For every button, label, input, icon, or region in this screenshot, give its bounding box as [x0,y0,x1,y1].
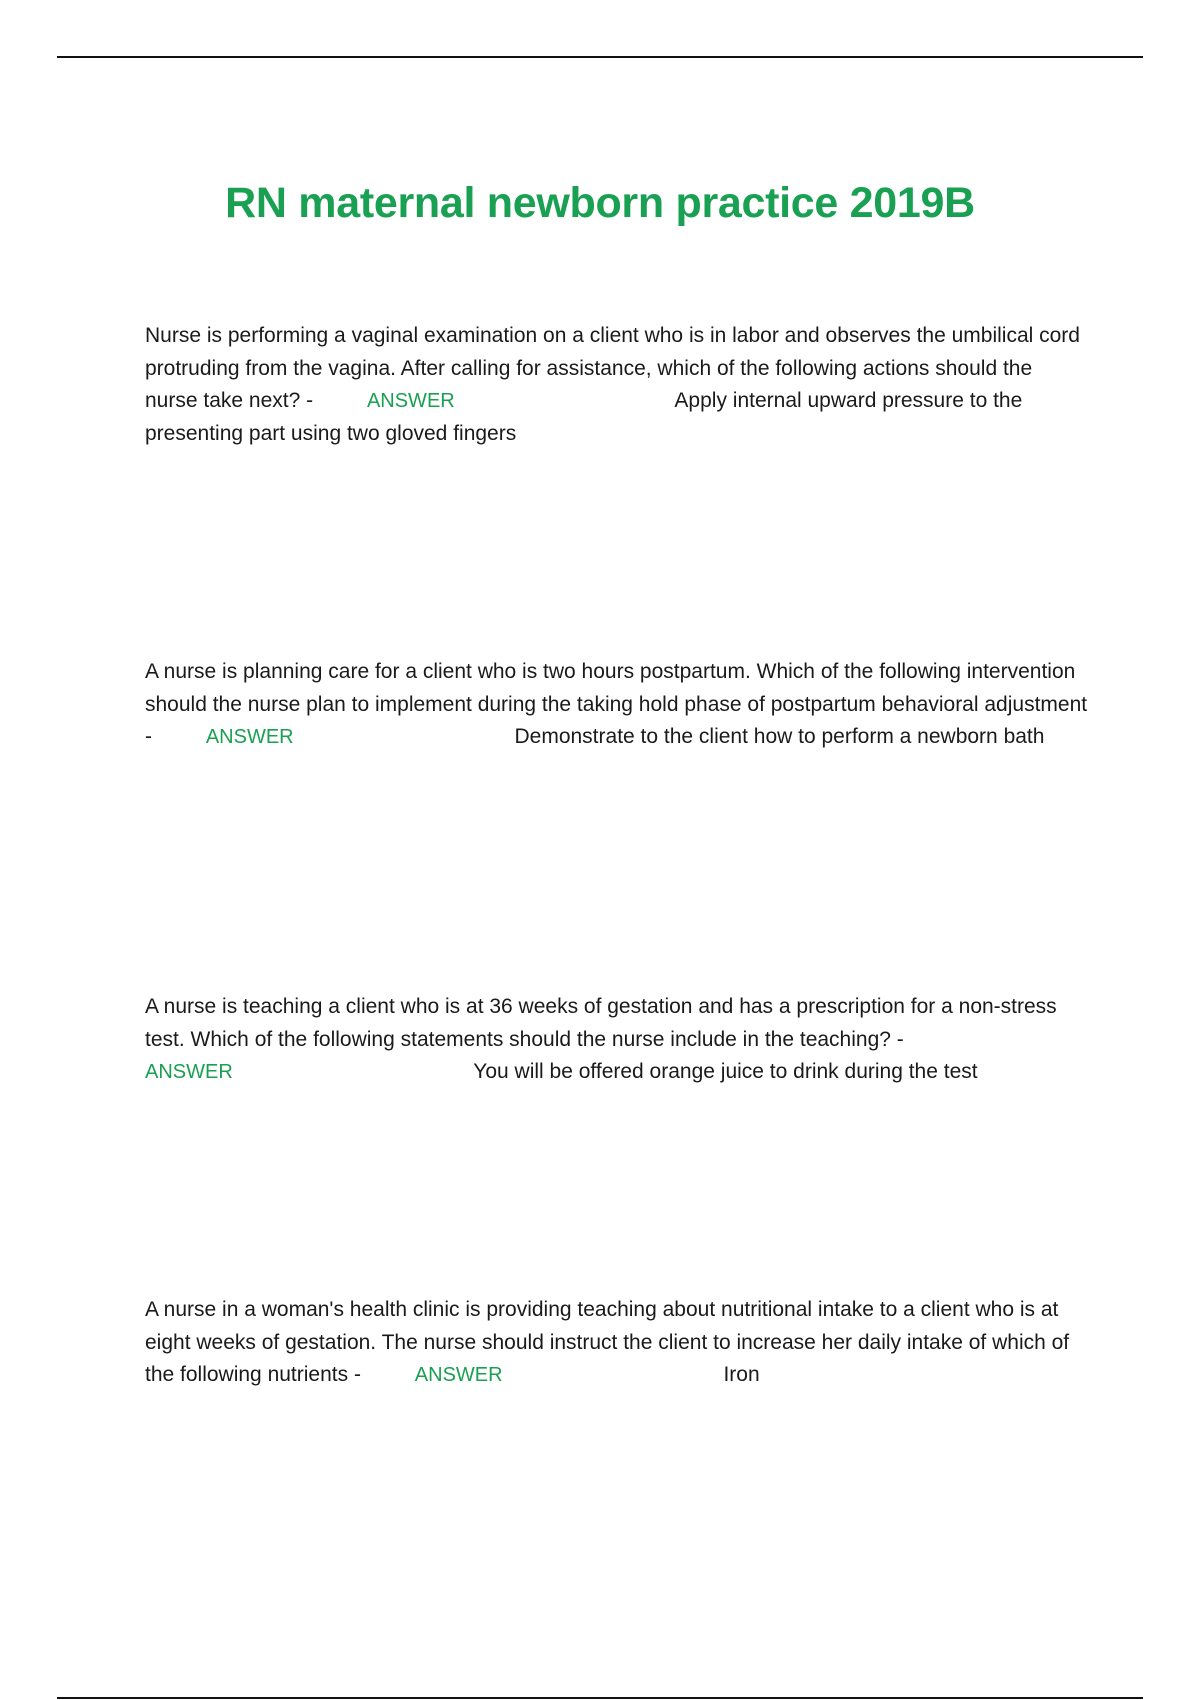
qa-item-1 [145,320,1090,450]
question-text: Nurse is performing a vaginal examination on a client who is in labor and observes the umbilical cord protruding from the vagina. After calling for assistance, which of the following actions should the nurse take next? - [145,324,1080,412]
answer-label: ANSWER [205,726,294,748]
qa-item-2 [145,656,1090,754]
qa-item-3 [145,991,1090,1089]
question-text: A nurse is teaching a client who is at 36 weeks of gestation and has a prescription for a non-stress test. Which of the following statements should the nurse include in the teaching? - [145,995,1057,1051]
bottom-rule [57,1697,1143,1699]
answer-text: Demonstrate to the client how to perform a newborn bath [514,725,1045,748]
answer-label: ANSWER [145,1061,233,1083]
question-text: A nurse is planning care for a client who is two hours postpartum. Which of the following intervention should the nurse plan to implement during the taking hold phase of postpartum behavioral adjustment - [145,660,1088,748]
document-title: RN maternal newborn practice 2019B [225,178,975,227]
top-rule [57,56,1143,58]
answer-text: Iron [723,1363,760,1386]
question-text: A nurse in a woman's health clinic is providing teaching about nutritional intake to a client who is at eight weeks of gestation. The nurse should instruct the client to increase her daily intake of which of the following nutrients - [145,1298,1070,1386]
answer-text: Apply internal upward pressure to the presenting part using two gloved fingers [145,389,1023,445]
qa-item-4 [145,1294,1090,1392]
answer-label: ANSWER [414,1364,503,1386]
answer-text: You will be offered orange juice to drink during the test [473,1060,978,1083]
answer-label: ANSWER [366,390,455,412]
